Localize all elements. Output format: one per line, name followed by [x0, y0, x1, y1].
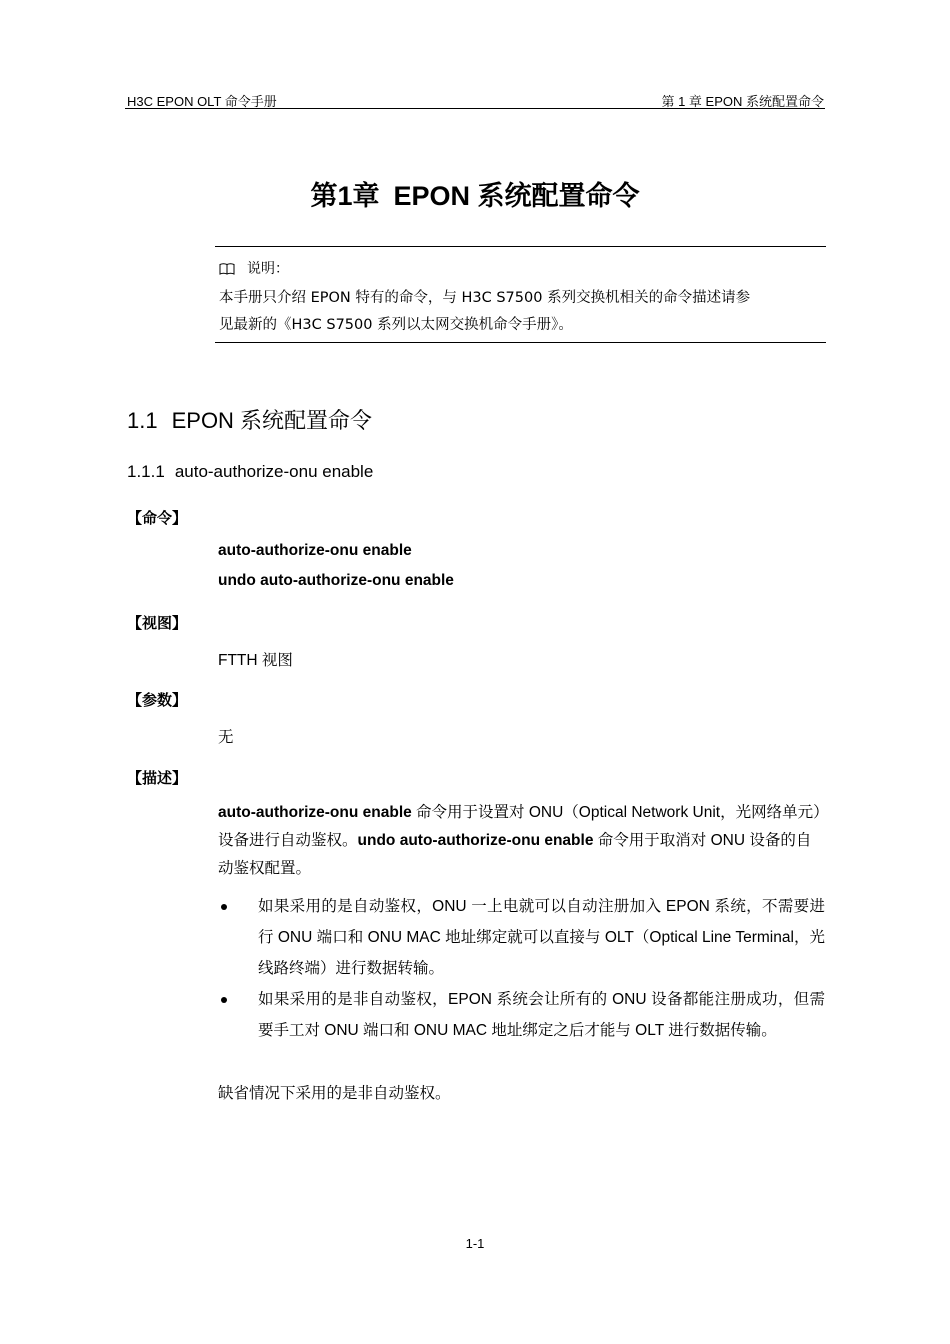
desc-command-1: auto-authorize-onu enable — [218, 804, 412, 821]
note-bottom-rule — [215, 342, 826, 343]
description-paragraph — [218, 799, 825, 883]
description-label: 【描述】 — [127, 770, 188, 787]
note-line-2: 见最新的《H3C S7500 系列以太网交换机命令手册》。 — [219, 317, 573, 333]
note-header — [219, 258, 289, 278]
note-line-1: 本手册只介绍 EPON 特有的命令，与 H3C S7500 系列交换机相关的命令描述请参 — [219, 290, 751, 306]
section-heading — [127, 404, 372, 435]
bullet-list — [218, 891, 825, 1046]
view-label: 【视图】 — [127, 615, 188, 632]
book-icon — [219, 262, 235, 274]
bullet-text: 如果采用的是非自动鉴权，EPON 系统会让所有的 ONU 设备都能注册成功，但需要手工对 ONU 端口和 ONU MAC 地址绑定之后才能与 OLT 进行数据传输。 — [258, 991, 825, 1039]
bullet-dot-icon — [221, 997, 227, 1003]
bullet-text: 如果采用的是自动鉴权，ONU 一上电就可以自动注册加入 EPON 系统，不需要进行 ONU 端口和 ONU MAC 地址绑定就可以直接与 OLT（Optical Line Terminal，光线路终端）进行数据转输。 — [258, 898, 825, 977]
desc-text-2: 命令用于取消对 ONU 设备的自动鉴权配置。 — [218, 832, 812, 877]
section-number: 1.1 — [127, 408, 158, 433]
note-top-rule — [215, 246, 826, 247]
header-rule — [125, 108, 825, 109]
subsection-number: 1.1.1 — [127, 462, 165, 481]
desc-command-2: undo auto-authorize-onu enable — [357, 832, 594, 849]
params-label: 【参数】 — [127, 692, 188, 709]
view-value: FTTH 视图 — [218, 652, 293, 669]
list-item — [218, 891, 825, 984]
header-left: H3C EPON OLT 命令手册 — [127, 94, 277, 109]
default-note: 缺省情况下采用的是非自动鉴权。 — [218, 1085, 451, 1102]
header-right: 第 1 章 EPON 系统配置命令 — [661, 94, 824, 109]
desc-text-1: 命令用于设置对 ONU（Optical Network Unit，光网络单元）设备进行自动鉴权。 — [218, 804, 821, 849]
command-label: 【命令】 — [127, 510, 188, 527]
subsection-heading — [127, 462, 373, 482]
section-title: EPON 系统配置命令 — [171, 408, 373, 433]
params-value: 无 — [218, 729, 234, 746]
chapter-title — [0, 174, 950, 213]
chapter-title-text: EPON 系统配置命令 — [393, 181, 640, 211]
note-label: 说明： — [247, 260, 289, 276]
chapter-number: 第1章 — [310, 181, 380, 211]
list-item — [218, 984, 825, 1046]
bullet-dot-icon — [221, 904, 227, 910]
subsection-title: auto-authorize-onu enable — [174, 462, 374, 481]
page-number: 1-1 — [465, 1236, 485, 1251]
command-2: undo auto-authorize-onu enable — [218, 572, 454, 589]
command-1: auto-authorize-onu enable — [218, 542, 412, 559]
note-body — [219, 285, 825, 339]
